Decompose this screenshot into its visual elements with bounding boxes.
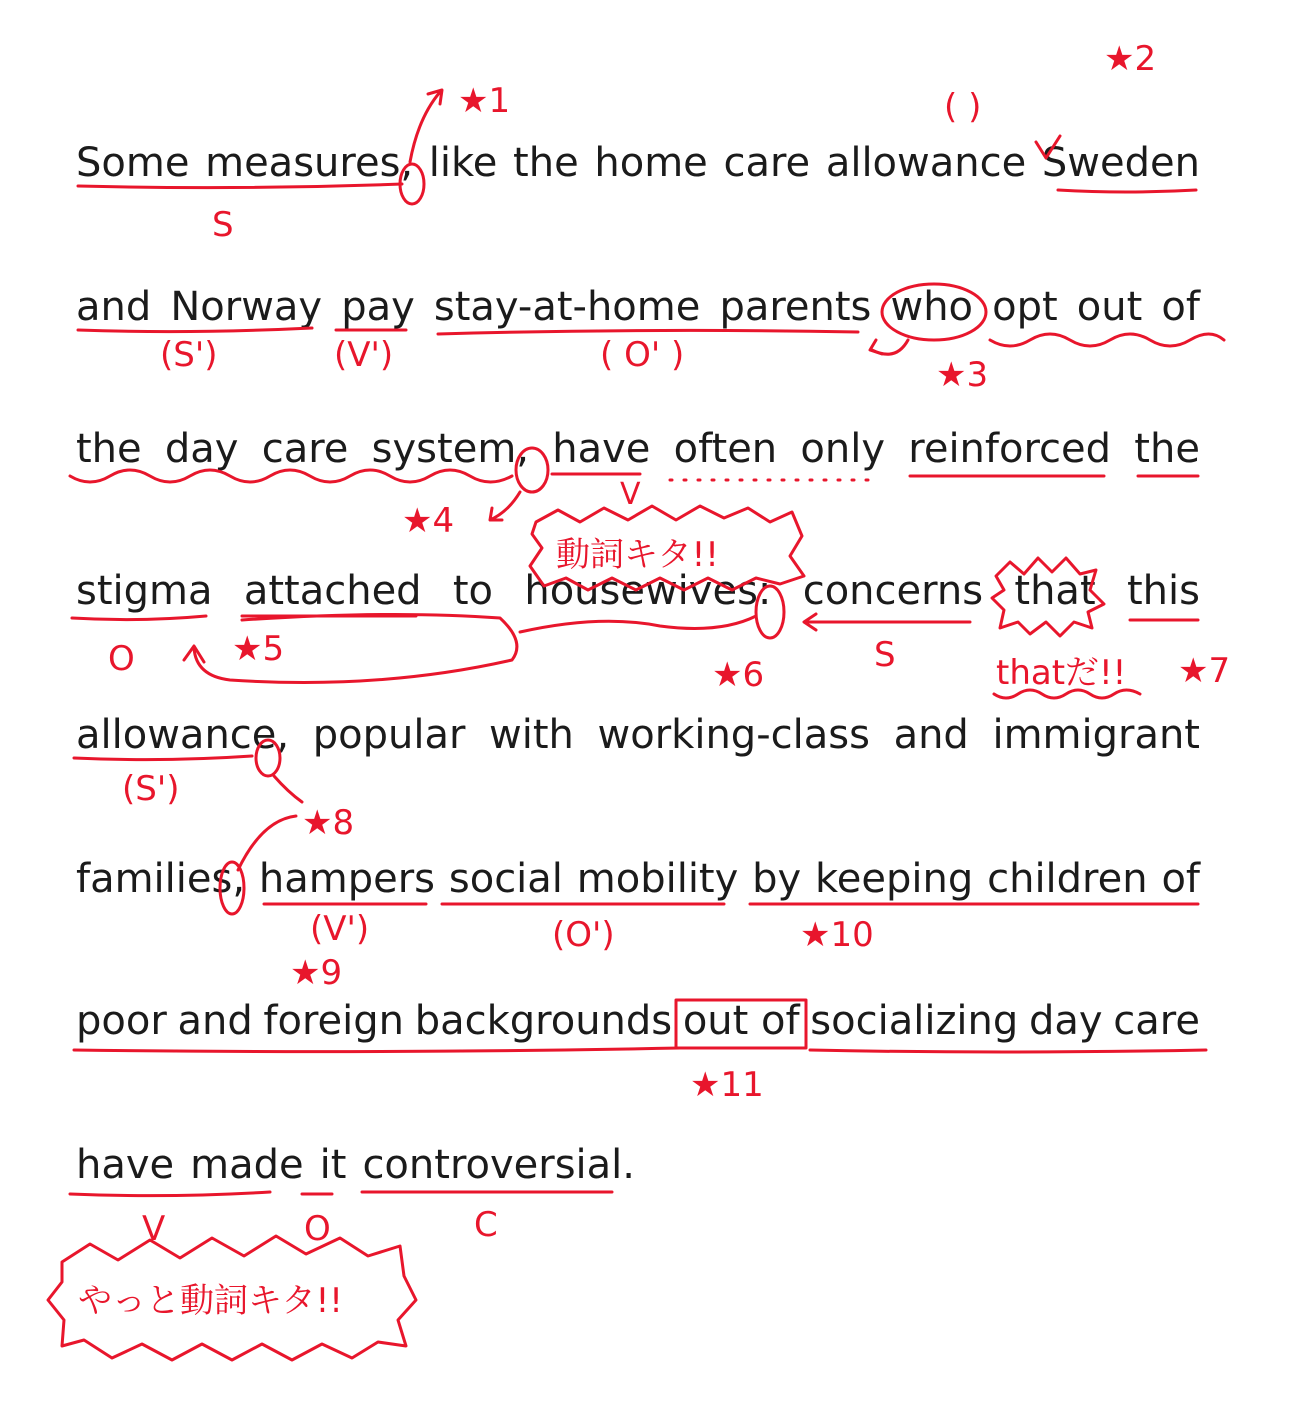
- word: Norway: [170, 284, 323, 330]
- word: measures,: [205, 140, 414, 186]
- word: care: [1113, 998, 1200, 1044]
- label-o: O: [108, 639, 135, 679]
- star-8: ★8: [302, 803, 355, 843]
- word: foreign: [263, 998, 405, 1044]
- label-s: S: [212, 205, 234, 245]
- word: and: [76, 284, 152, 330]
- word: social: [448, 856, 563, 902]
- text-line-2: [76, 284, 1200, 336]
- word: out: [1076, 284, 1143, 330]
- label-o-prime-2: (O'): [552, 915, 615, 955]
- word: reinforced: [908, 426, 1112, 472]
- word: day: [1028, 998, 1103, 1044]
- word: hampers: [258, 856, 436, 902]
- burst-finally-verb: [48, 1236, 416, 1360]
- star-10: ★10: [800, 915, 874, 955]
- word: the: [1134, 426, 1200, 472]
- label-o-prime-1: ( O' ): [600, 335, 685, 375]
- word: care: [723, 140, 811, 186]
- word: care: [261, 426, 349, 472]
- word: stigma: [76, 568, 213, 614]
- text-line-4: [76, 568, 1200, 620]
- word: by: [752, 856, 802, 902]
- label-s-prime-2: (S'): [122, 769, 180, 809]
- word: that: [1014, 568, 1096, 614]
- label-s-2: S: [874, 635, 896, 675]
- that-da-text: thatだ!!: [996, 653, 1127, 693]
- word: and: [893, 712, 969, 758]
- word: of: [1161, 856, 1200, 902]
- word: Sweden: [1041, 140, 1200, 186]
- word: allowance,: [76, 712, 290, 758]
- label-s-prime-1: (S'): [160, 335, 218, 375]
- star-4: ★4: [402, 501, 455, 541]
- arrow-who: [870, 340, 908, 354]
- text-line-3: [76, 426, 1200, 478]
- word: opt: [992, 284, 1058, 330]
- word: only: [800, 426, 886, 472]
- word: attached: [243, 568, 422, 614]
- word: mobility: [576, 856, 739, 902]
- star-5: ★5: [232, 629, 285, 669]
- star-2: ★2: [1104, 39, 1157, 79]
- word: housewives:: [524, 568, 772, 614]
- word: have: [76, 1142, 175, 1188]
- label-o-2: O: [304, 1209, 331, 1249]
- word: socializing: [810, 998, 1019, 1044]
- phrase-loop-arrow: [184, 614, 517, 682]
- word: often: [673, 426, 778, 472]
- boxed-phrase: out of: [682, 998, 800, 1044]
- wavy-that-da: [994, 690, 1140, 698]
- arrow-star8-up: [274, 776, 302, 802]
- underline-socializing: [810, 1050, 1206, 1052]
- label-v: V: [142, 1209, 166, 1249]
- word: who: [890, 284, 974, 330]
- star-9: ★9: [290, 953, 343, 993]
- word: system,: [371, 426, 529, 472]
- star-11: ★11: [690, 1065, 764, 1105]
- text-line-1: [76, 140, 1200, 192]
- word: poor: [76, 998, 167, 1044]
- star-3: ★3: [936, 355, 989, 395]
- verb-arrived-text: 動詞キタ!!: [556, 535, 719, 575]
- star-7: ★7: [1178, 651, 1231, 691]
- word: children: [987, 856, 1148, 902]
- word: day: [164, 426, 239, 472]
- word: concerns: [802, 568, 984, 614]
- word: with: [489, 712, 574, 758]
- label-v-small: V: [620, 477, 641, 512]
- word: controversial.: [362, 1142, 635, 1188]
- word: immigrant: [992, 712, 1200, 758]
- text-line-8: [76, 1142, 1200, 1194]
- label-v-prime-2: (V'): [310, 909, 370, 949]
- word: allowance: [825, 140, 1027, 186]
- finally-verb-text: やっと動詞キタ!!: [78, 1281, 343, 1321]
- word: keeping: [815, 856, 974, 902]
- word: the: [513, 140, 579, 186]
- word: like: [428, 140, 498, 186]
- word: the: [76, 426, 142, 472]
- word: home: [594, 140, 708, 186]
- word: parents: [719, 284, 872, 330]
- arrow-star4: [490, 492, 520, 520]
- word: and: [177, 998, 253, 1044]
- text-line-6: [76, 856, 1200, 908]
- label-c: C: [474, 1205, 498, 1245]
- text-line-5: [76, 712, 1200, 764]
- star-1: ★1: [458, 81, 511, 121]
- word: stay-at-home: [433, 284, 701, 330]
- word: pay: [341, 284, 415, 330]
- label-v-prime-1: (V'): [334, 335, 394, 375]
- word: working-class: [597, 712, 870, 758]
- word: Some: [76, 140, 190, 186]
- star-6: ★6: [712, 655, 765, 695]
- word: popular: [312, 712, 466, 758]
- paren-label: ( ): [944, 87, 982, 127]
- word: this: [1126, 568, 1200, 614]
- word: it: [319, 1142, 347, 1188]
- word: have: [552, 426, 651, 472]
- word: backgrounds: [414, 998, 673, 1044]
- word: to: [452, 568, 494, 614]
- word: of: [1161, 284, 1200, 330]
- word: made: [190, 1142, 304, 1188]
- text-line-7: [76, 998, 1200, 1050]
- word: families,: [76, 856, 246, 902]
